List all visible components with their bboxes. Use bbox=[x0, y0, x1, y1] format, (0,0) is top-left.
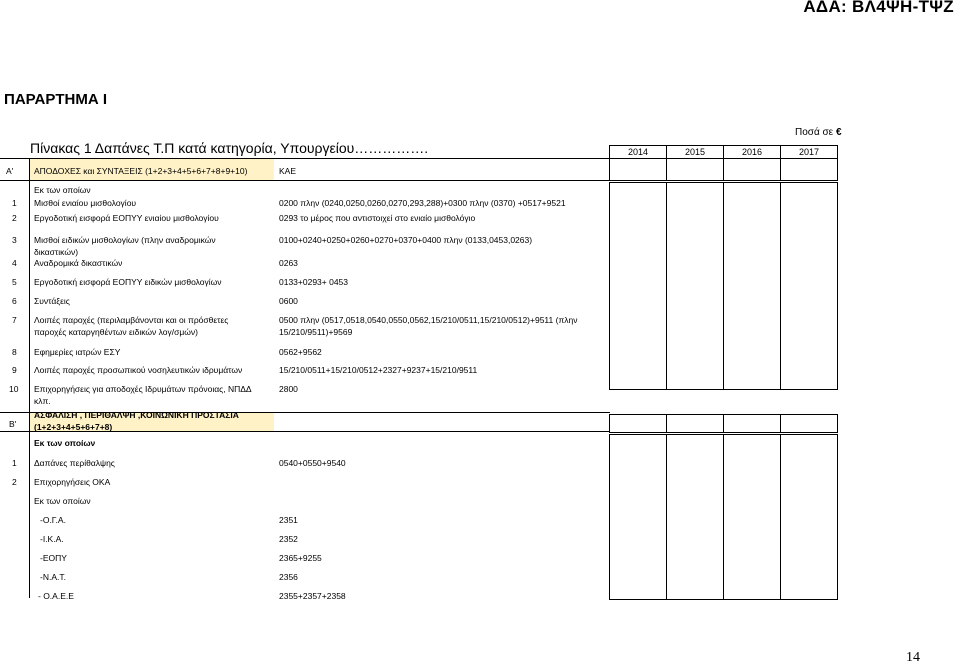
section-a-values-2016 bbox=[723, 182, 781, 390]
row-a10-desc: Επιχορηγήσεις για αποδοχές Ιδρυμάτων πρόνοιας, ΝΠΔΔ κλπ. bbox=[34, 384, 252, 406]
appendix-title: ΠΑΡΑΡΤΗΜΑ Ι bbox=[4, 91, 108, 108]
row-a1-kae: 0200 πλην (0240,0250,0260,0270,293,288)+0300 πλην (0370) +0517+9521 bbox=[279, 198, 566, 208]
row-b2-num: 2 bbox=[12, 477, 17, 487]
currency-symbol: € bbox=[835, 127, 842, 138]
section-a-values-2015 bbox=[666, 182, 724, 390]
row-a2-num: 2 bbox=[12, 213, 17, 223]
row-a6-kae: 0600 bbox=[279, 296, 298, 306]
row-a7-kae: 0500 πλην (0517,0518,0540,0550,0562,15/210/0511,15/210/0512)+9511 (πλην 15/210/9511)+9569 bbox=[279, 315, 578, 337]
year-header-2016: 2016 bbox=[723, 145, 781, 160]
section-a-value-2014 bbox=[609, 158, 667, 181]
section-a-value-2017 bbox=[780, 158, 838, 181]
row-a1-desc: Μισθοί ενιαίου μισθολογίου bbox=[34, 198, 137, 208]
year-header-2015: 2015 bbox=[666, 145, 724, 160]
row-a7-desc: Λοιπές παροχές (περιλαμβάνονται και οι πρόσθετες παροχές καταργηθέντων ειδικών λογ/σμών) bbox=[34, 315, 229, 337]
section-a-value-2015 bbox=[666, 158, 724, 181]
section-b-value-2014 bbox=[609, 414, 667, 433]
row-b2-desc: Επιχορηγήσεις ΟΚΑ bbox=[34, 477, 111, 487]
table-left-border bbox=[29, 158, 30, 598]
amount-label bbox=[795, 127, 842, 138]
section-a-value-2016 bbox=[723, 158, 781, 181]
section-b-values-2014 bbox=[609, 434, 667, 600]
section-b-value-2015 bbox=[666, 414, 724, 433]
row-b-oga-kae: 2351 bbox=[279, 515, 298, 525]
ada-code: ΑΔΑ: ΒΛ4ΨΗ-ΤΨΖ bbox=[803, 0, 954, 16]
row-b1-num: 1 bbox=[12, 458, 17, 468]
row-b-oaee-kae: 2355+2357+2358 bbox=[279, 591, 346, 601]
row-a10-kae: 2800 bbox=[279, 384, 298, 394]
section-b-value-2016 bbox=[723, 414, 781, 433]
section-a-code: Α' bbox=[6, 166, 14, 176]
row-a4-num: 4 bbox=[12, 258, 17, 268]
row-a8-kae: 0562+9562 bbox=[279, 347, 322, 357]
row-a5-desc: Εργοδοτική εισφορά ΕΟΠΥΥ ειδικών μισθολογίων bbox=[34, 277, 222, 287]
row-b-ika-desc: -Ι.Κ.Α. bbox=[40, 534, 64, 544]
year-header-2017: 2017 bbox=[780, 145, 838, 160]
row-a8-num: 8 bbox=[12, 347, 17, 357]
row-a3-kae: 0100+0240+0250+0260+0270+0370+0400 πλην (0133,0453,0263) bbox=[279, 235, 533, 245]
row-a5-num: 5 bbox=[12, 277, 17, 287]
row-a4-kae: 0263 bbox=[279, 258, 298, 268]
row-a8-desc: Εφημερίες ιατρών ΕΣΥ bbox=[34, 347, 121, 357]
row-a2-desc: Εργοδοτική εισφορά ΕΟΠΥΥ ενιαίου μισθολογίου bbox=[34, 213, 219, 223]
row-a9-kae: 15/210/0511+15/210/0512+2327+9237+15/210/9511 bbox=[279, 365, 478, 375]
row-b-eopy-desc: -ΕΟΠΥ bbox=[40, 553, 67, 563]
section-b-label: ΑΣΦΑΛΙΣΗ , ΠΕΡΙΘΑΛΨΗ ,ΚΟΙΝΩΝΙΚΗ ΠΡΟΣΤΑΣΙΑ (1+2+3+4+5+6+7+8) bbox=[34, 410, 239, 432]
section-a-values-2017 bbox=[780, 182, 838, 390]
kae-column-header: ΚΑΕ bbox=[279, 166, 297, 176]
section-a-bottom-rule bbox=[0, 180, 610, 181]
section-b-values-2016 bbox=[723, 434, 781, 600]
section-a-label: ΑΠΟΔΟΧΕΣ και ΣΥΝΤΑΞΕΙΣ (1+2+3+4+5+6+7+8+9+10) bbox=[34, 166, 248, 176]
row-b-oga-desc: -Ο.Γ.Α. bbox=[40, 515, 66, 525]
section-b-of-which: Εκ των οποίων bbox=[34, 438, 96, 448]
section-b-values-2015 bbox=[666, 434, 724, 600]
year-header-2014: 2014 bbox=[609, 145, 667, 160]
row-b1-kae: 0540+0550+9540 bbox=[279, 458, 346, 468]
section-b-code: Β' bbox=[9, 419, 17, 429]
row-a6-num: 6 bbox=[12, 296, 17, 306]
row-a1-num: 1 bbox=[12, 198, 17, 208]
page-number: 14 bbox=[906, 650, 920, 665]
row-b1-desc: Δαπάνες περίθαλψης bbox=[34, 458, 115, 468]
row-b-nat-kae: 2356 bbox=[279, 572, 298, 582]
row-a7-num: 7 bbox=[12, 315, 17, 325]
row-a10-num: 10 bbox=[9, 384, 19, 394]
amount-label-text: Ποσά σε bbox=[795, 127, 834, 138]
row-a3-num: 3 bbox=[12, 235, 17, 245]
row-b-oaee-desc: - Ο.Α.Ε.Ε bbox=[38, 591, 74, 601]
section-a-of-which: Εκ των οποίων bbox=[34, 185, 91, 195]
row-a2-kae: 0293 το μέρος που αντιστοιχεί στο ενιαίο μισθολόγιο bbox=[279, 213, 476, 223]
row-b-subhead: Εκ των οποίων bbox=[34, 496, 91, 506]
row-b-eopy-kae: 2365+9255 bbox=[279, 553, 322, 563]
section-a-values-2014 bbox=[609, 182, 667, 390]
row-a6-desc: Συντάξεις bbox=[34, 296, 70, 306]
row-a3-desc: Μισθοί ειδικών μισθολογίων (πλην αναδρομικών δικαστικών) bbox=[34, 235, 216, 257]
row-b-ika-kae: 2352 bbox=[279, 534, 298, 544]
section-b-value-2017 bbox=[780, 414, 838, 433]
row-a5-kae: 0133+0293+ 0453 bbox=[279, 277, 349, 287]
section-b-values-2017 bbox=[780, 434, 838, 600]
row-a9-num: 9 bbox=[12, 365, 17, 375]
row-a9-desc: Λοιπές παροχές προσωπικού νοσηλευτικών ιδρυμάτων bbox=[34, 365, 243, 375]
table-title: Πίνακας 1 Δαπάνες Τ.Π κατά κατηγορία, Υπουργείου……………. bbox=[30, 140, 429, 156]
row-a4-desc: Αναδρομικά δικαστικών bbox=[34, 258, 123, 268]
row-b-nat-desc: -Ν.Α.Τ. bbox=[40, 572, 66, 582]
